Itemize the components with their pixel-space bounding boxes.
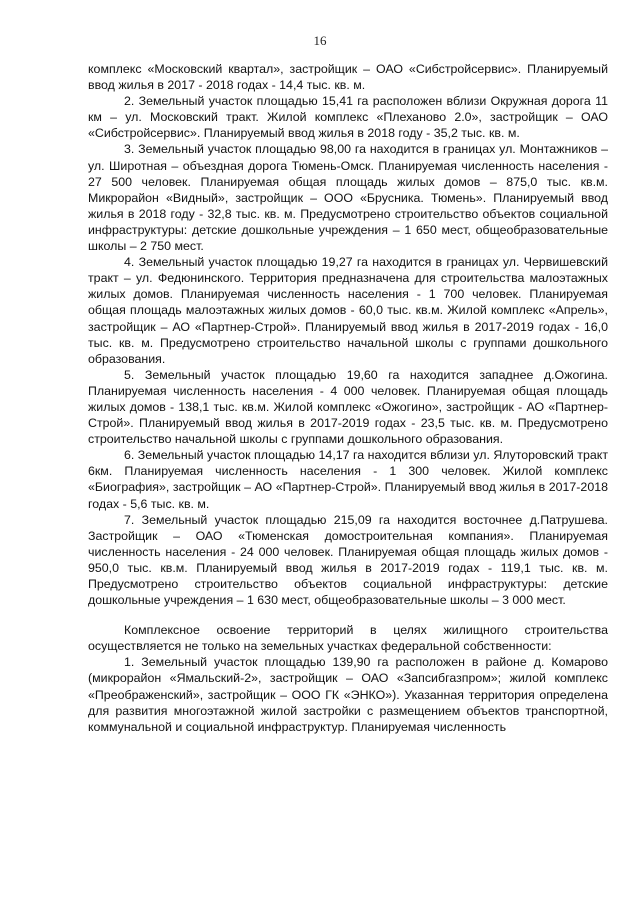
paragraph-plot-3: 3. Земельный участок площадью 98,00 га находится в границах ул. Монтажников – ул. Широтная – объездная дорога Тюмень-Омск. Планируемая численность населения - 27 500 человек. Планируемая общая площадь жилых домов – 875,0 тыс. кв.м. Микрорайон «Видный», застройщик – ООО «Брусника. Тюмень». Планируемый ввод жилья в 2018 году - 32,8 тыс. кв. м. Предусмотрено строительство объектов социальной инфраструктуры: детские дошкольные учреждения – 1 650 мест, общеобразовательные школы – 2 750 мест. [88, 142, 608, 254]
paragraph-continuation: комплекс «Московский квартал», застройщик – ОАО «Сибстройсервис». Планируемый ввод жилья в 2017 - 2018 годах - 14,4 тыс. кв. м. [88, 62, 608, 93]
paragraph-plot-6: 6. Земельный участок площадью 14,17 га находится вблизи ул. Ялуторовский тракт 6км. Планируемая численность населения - 1 300 человек. Жилой комплекс «Биография», застройщик – АО «Партнер-Строй». Планируемый ввод жилья в 2017-2018 годах - 5,6 тыс. кв. м. [88, 448, 608, 511]
paragraph-plot-5: 5. Земельный участок площадью 19,60 га находится западнее д.Ожогина. Планируемая численность населения - 4 000 человек. Планируемая общая площадь жилых домов - 138,1 тыс. кв.м. Жилой комплекс «Ожогино», застройщик - АО «Партнер-Строй». Планируемый ввод жилья в 2017-2019 годах - 23,5 тыс. кв. м. Предусмотрено строительство начальной школы с группами дошкольного образования. [88, 367, 608, 447]
document-body [88, 61, 608, 735]
paragraph-plot-4: 4. Земельный участок площадью 19,27 га находится в границах ул. Червишевский тракт – ул. Федюнинского. Территория предназначена для строительства малоэтажных жилых домов. Планируемая численность населения - 1 700 человек. Планируемая общая площадь малоэтажных жилых домов - 60,0 тыс. кв.м. Жилой комплекс «Апрель», застройщик – АО «Партнер-Строй». Планируемый ввод жилья в 2017-2019 годах - 16,0 тыс. кв. м. Предусмотрено строительство начальной школы с группами дошкольного образования. [88, 255, 608, 366]
paragraph-intro-nonfederal: Комплексное освоение территорий в целях жилищного строительства осуществляется не только на земельных участках федеральной собственности: [88, 623, 608, 654]
paragraph-nonfederal-plot-1: 1. Земельный участок площадью 139,90 га расположен в районе д. Комарово (микрорайон «Ямальский-2», застройщик – ОАО «Запсибгазпром»; жилой комплекс «Преображенский», застройщик – ООО ГК «ЭНКО»). Указанная территория определена для развития многоэтажной жилой застройки с размещением объектов транспортной, коммунальной и социальной инфраструктур. Планируемая численность [88, 655, 608, 734]
page-number: 16 [313, 33, 327, 48]
paragraph-plot-7: 7. Земельный участок площадью 215,09 га находится восточнее д.Патрушева. Застройщик – ОАО «Тюменская домостроительная компания». Планируемая численность населения - 24 000 человек. Планируемая общая площадь жилых домов - 950,0 тыс. кв.м. Планируемый ввод жилья в 2017-2019 годах - 119,1 тыс. кв. м. Предусмотрено строительство объектов социальной инфраструктуры: детские дошкольные учреждения – 1 630 мест, общеобразовательные школы – 3 000 мест. [88, 512, 608, 608]
section-gap [88, 608, 608, 622]
paragraph-plot-2: 2. Земельный участок площадью 15,41 га расположен вблизи Окружная дорога 11 км – ул. Московский тракт. Жилой комплекс «Плеханово 2.0», застройщик – ОАО «Сибстройсервис». Планируемый ввод жилья в 2018 году - 35,2 тыс. кв. м. [88, 94, 608, 141]
